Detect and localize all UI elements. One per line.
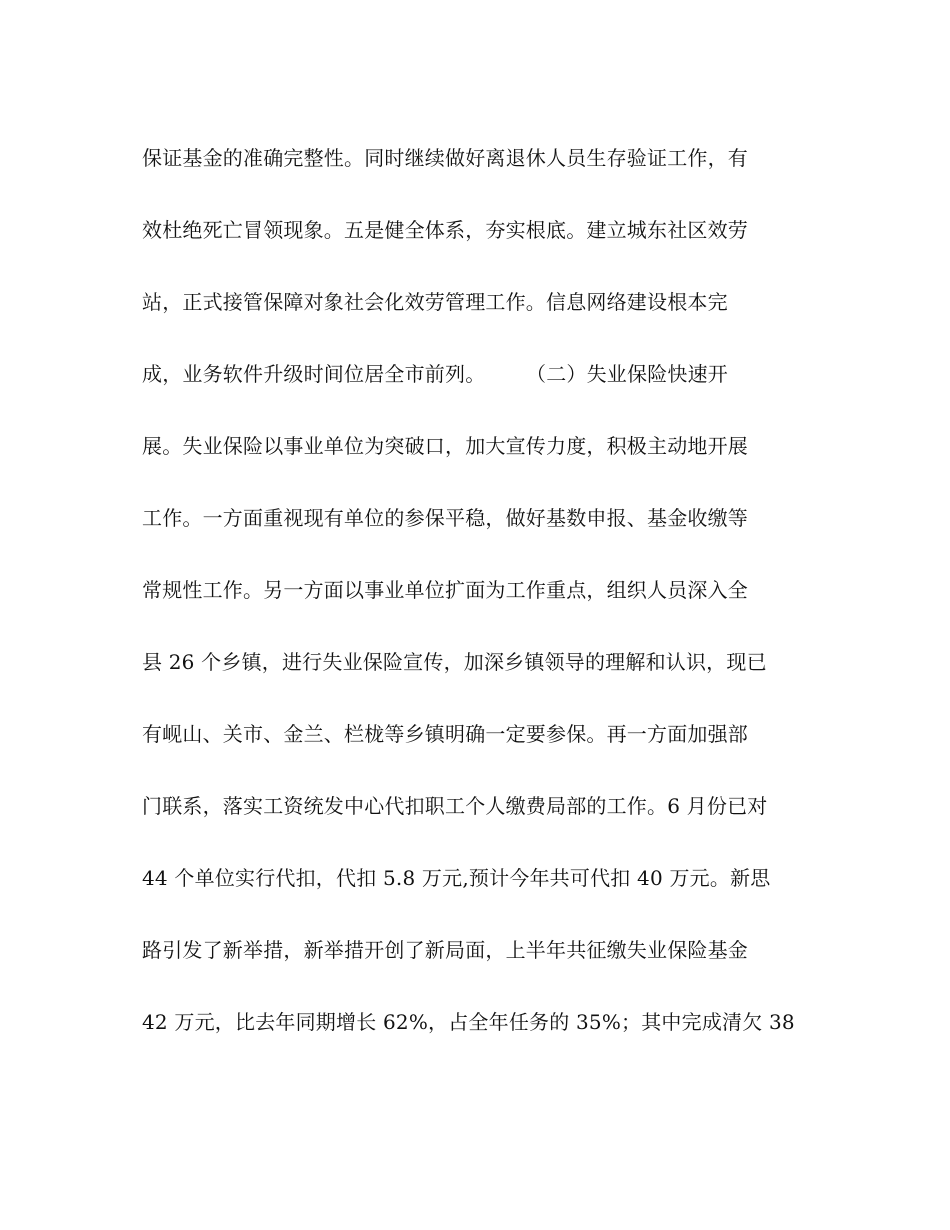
text-line-4: 成，业务软件升级时间位居全市前列。 （二）失业保险快速开 (142, 362, 728, 386)
text-line-12: 路引发了新举措，新举措开创了新局面，上半年共征缴失业保险基金 (142, 938, 748, 962)
text-line-9: 有岘山、关市、金兰、栏栊等乡镇明确一定要参保。再一方面加强部 (142, 722, 748, 746)
body-text (142, 138, 822, 1074)
text-line-11: 44 个单位实行代扣，代扣 5.8 万元,预计今年共可代扣 40 万元。新思 (142, 866, 771, 890)
text-line-2: 效杜绝死亡冒领现象。五是健全体系，夯实根底。建立城东社区效劳 (142, 218, 748, 242)
text-line-1: 保证基金的准确完整性。同时继续做好离退休人员生存验证工作，有 (142, 146, 748, 170)
text-line-6: 工作。一方面重视现有单位的参保平稳，做好基数申报、基金收缴等 (142, 506, 748, 530)
text-line-3: 站，正式接管保障对象社会化效劳管理工作。信息网络建设根本完 (142, 290, 728, 314)
text-line-5: 展。失业保险以事业单位为突破口，加大宣传力度，积极主动地开展 (142, 434, 748, 458)
text-line-10: 门联系，落实工资统发中心代扣职工个人缴费局部的工作。6 月份已对 (142, 794, 768, 818)
text-line-13: 42 万元，比去年同期增长 62%，占全年任务的 35%；其中完成清欠 38 (142, 1010, 795, 1034)
text-line-7: 常规性工作。另一方面以事业单位扩面为工作重点，组织人员深入全 (142, 578, 748, 602)
text-line-8: 县 26 个乡镇，进行失业保险宣传，加深乡镇领导的理解和认识，现已 (142, 650, 767, 674)
